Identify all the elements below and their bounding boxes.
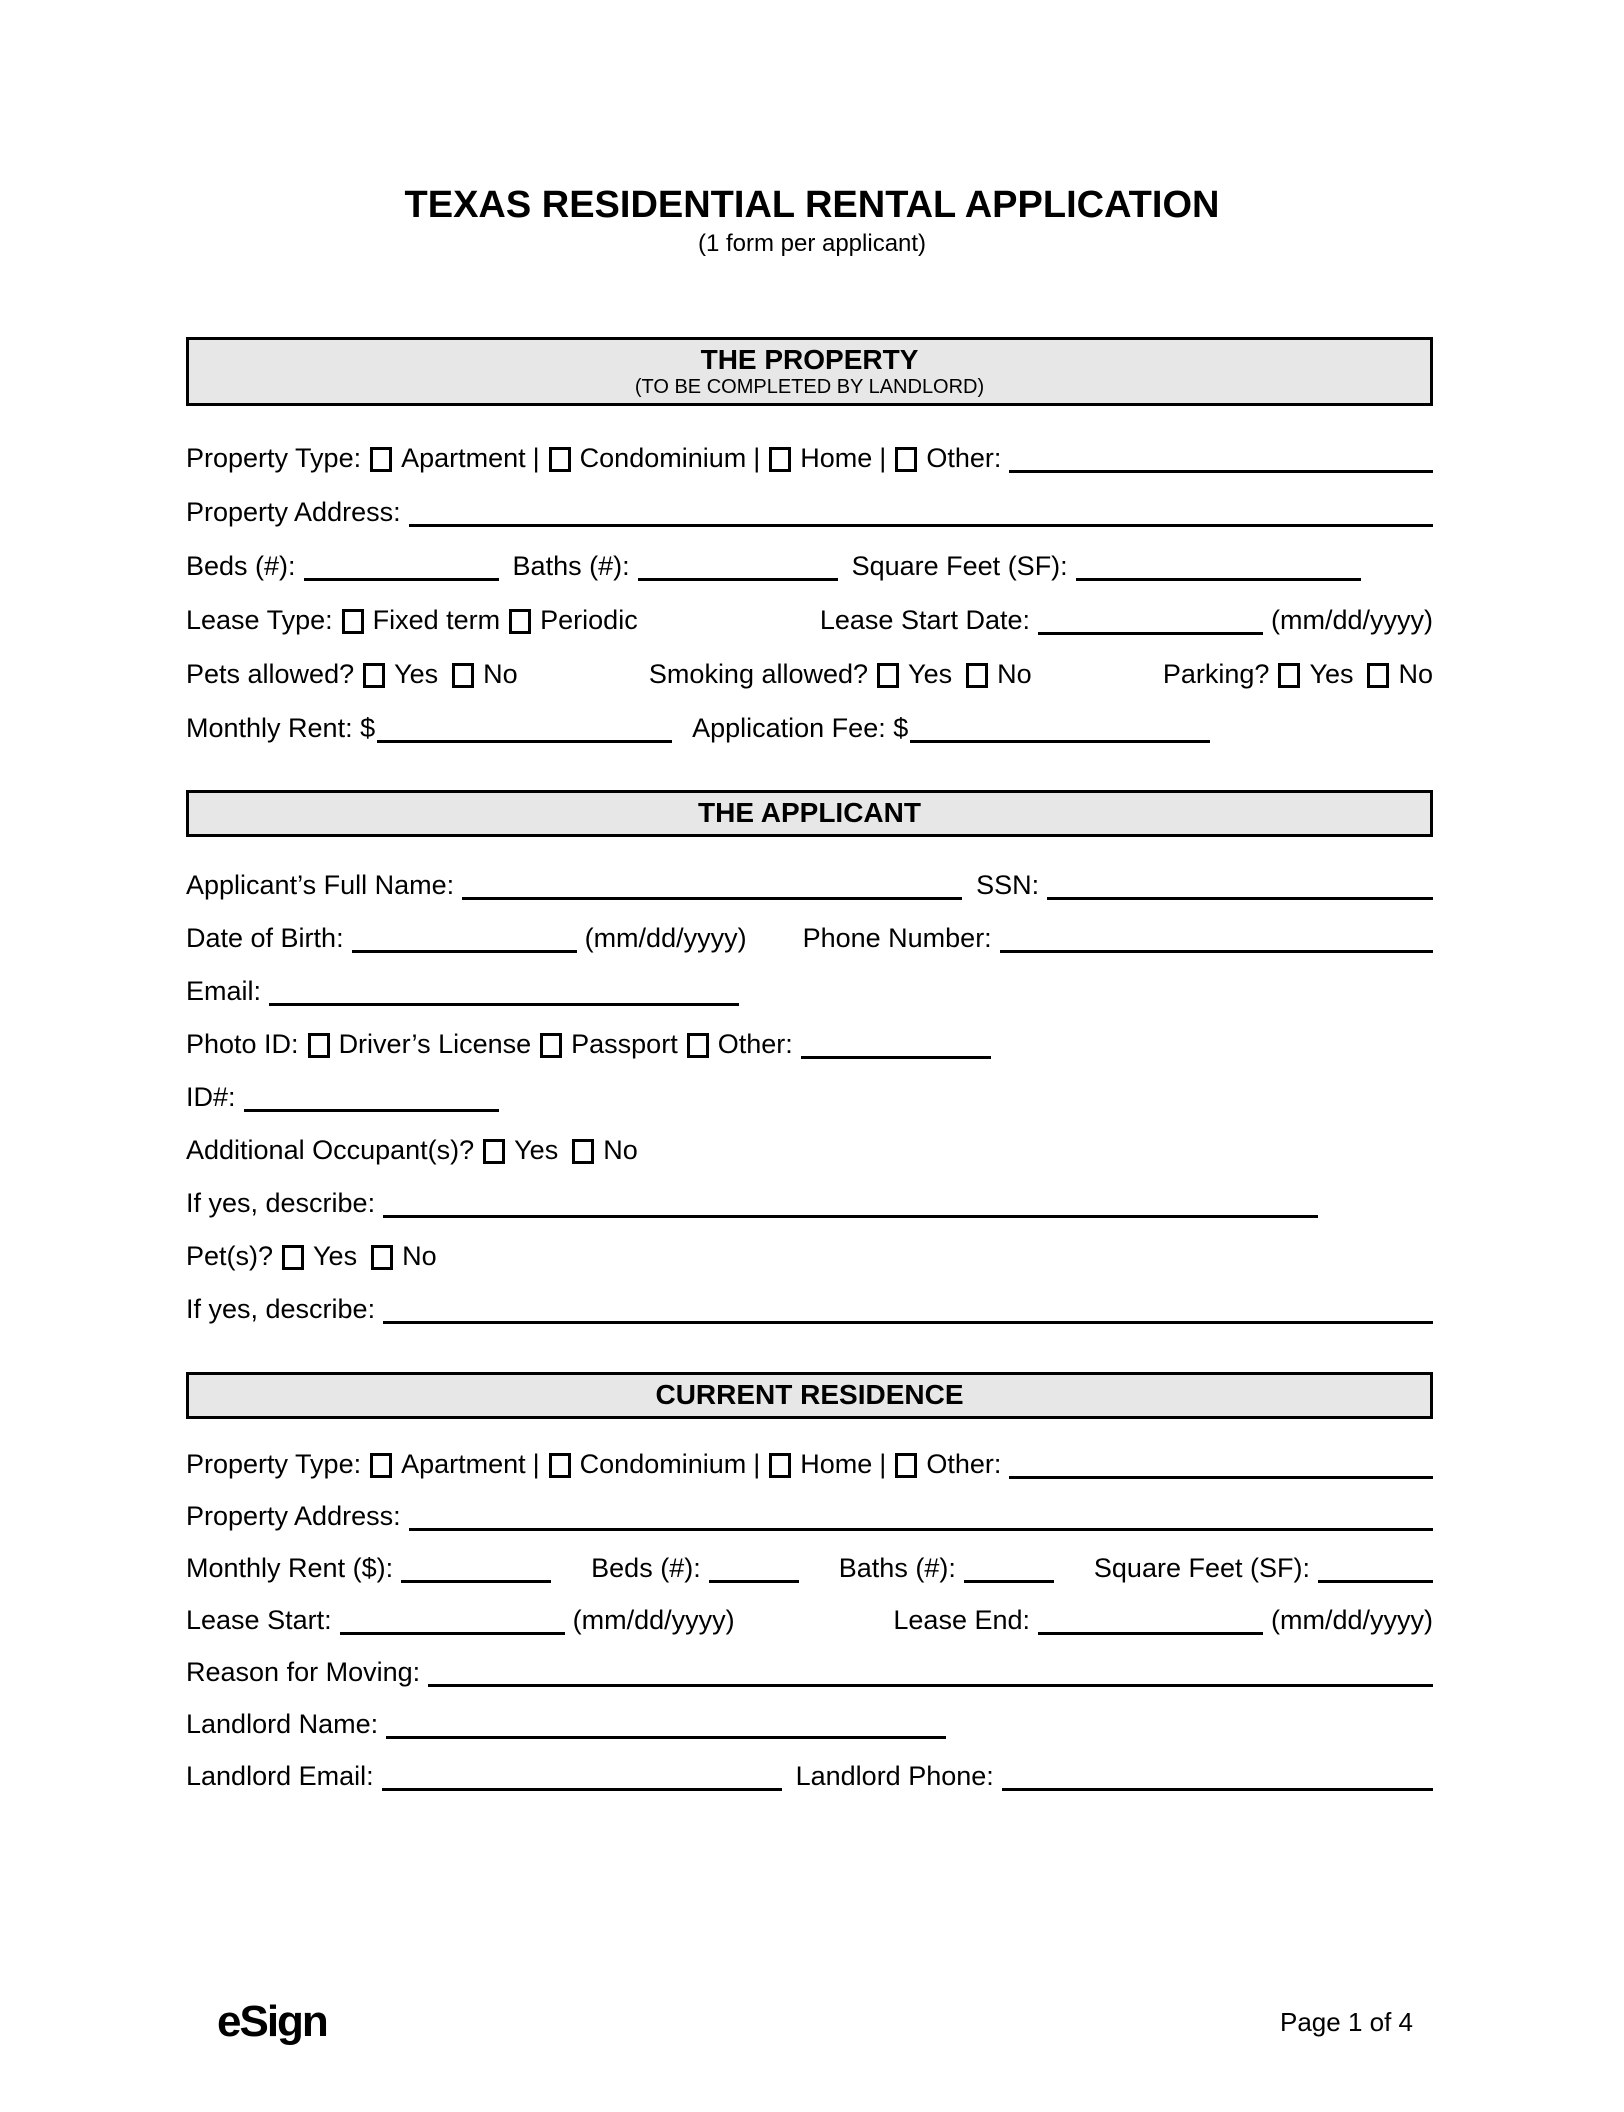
ssn-label: SSN: (976, 870, 1040, 900)
smoking-allowed-yes-checkbox[interactable] (877, 663, 899, 688)
periodic-checkbox[interactable] (509, 609, 531, 634)
lease-start-group (186, 1603, 735, 1637)
residence-square-feet-group (1094, 1551, 1433, 1585)
date-of-birth-label: Date of Birth: (186, 923, 344, 953)
section-header-applicant (186, 790, 1433, 837)
date-format-label: (mm/dd/yyyy) (1271, 605, 1433, 635)
pipe-separator: | (753, 443, 761, 473)
property-address-label: Property Address: (186, 497, 401, 527)
residence-size-row (186, 1551, 1433, 1585)
fixed-term-label: Fixed term (372, 605, 501, 635)
occupants-describe-row (186, 1186, 1433, 1220)
property-heading: THE PROPERTY (700, 344, 919, 375)
periodic-label: Periodic (540, 605, 638, 635)
residence-beds-group (591, 1551, 799, 1585)
property-other-checkbox[interactable] (895, 447, 917, 472)
lease-start-label: Lease Start: (186, 1605, 332, 1635)
reason-for-moving-label: Reason for Moving: (186, 1657, 421, 1687)
pets-no-checkbox[interactable] (371, 1245, 393, 1270)
square-feet-label: Square Feet (SF): (1093, 1553, 1310, 1583)
pipe-separator: | (879, 1449, 887, 1479)
property-fees-row (186, 711, 1433, 745)
esign-logo: eSign (217, 1997, 327, 2046)
fixed-term-checkbox[interactable] (342, 609, 364, 634)
applicant-pets-row (186, 1239, 1433, 1273)
full-name-line[interactable] (462, 869, 962, 900)
drivers-license-checkbox[interactable] (308, 1033, 330, 1058)
smoking-allowed-label: Smoking allowed? (648, 659, 869, 689)
condominium-label: Condominium (579, 443, 747, 473)
pets-allowed-label: Pets allowed? (186, 659, 355, 689)
lease-start-date-label: Lease Start Date: (819, 605, 1030, 635)
landlord-contact-row (186, 1759, 1433, 1793)
property-other-line[interactable] (1009, 442, 1433, 473)
residence-baths-line[interactable] (964, 1552, 1054, 1583)
additional-occupants-no-checkbox[interactable] (572, 1139, 594, 1164)
lease-start-date-group (820, 603, 1433, 637)
pipe-separator: | (532, 1449, 540, 1479)
baths-label: Baths (#): (838, 1553, 956, 1583)
residence-rent-group (186, 1551, 551, 1585)
lease-end-label: Lease End: (893, 1605, 1030, 1635)
no-label: No (1398, 659, 1433, 689)
reason-for-moving-row (186, 1655, 1433, 1689)
id-number-line[interactable] (244, 1081, 499, 1112)
page-indicator: Page 1 of 4 (1280, 2007, 1413, 2037)
smoking-allowed-group (649, 657, 1032, 691)
landlord-name-label: Landlord Name: (186, 1709, 379, 1739)
beds-line[interactable] (304, 550, 499, 581)
beds-label: Beds (#): (186, 551, 296, 581)
email-line[interactable] (269, 975, 739, 1006)
id-number-label: ID#: (186, 1082, 236, 1112)
smoking-allowed-no-checkbox[interactable] (966, 663, 988, 688)
page-subtitle: (1 form per applicant) (697, 230, 927, 257)
if-yes-describe-label: If yes, describe: (186, 1188, 376, 1218)
yes-label: Yes (394, 659, 439, 689)
property-subheading: (TO BE COMPLETED BY LANDLORD) (634, 376, 985, 398)
lease-start-line[interactable] (340, 1604, 565, 1635)
property-policies-row (186, 657, 1433, 691)
photo-id-other-line[interactable] (801, 1028, 991, 1059)
parking-no-checkbox[interactable] (1367, 663, 1389, 688)
property-type-label: Property Type: (186, 443, 362, 473)
square-feet-line[interactable] (1076, 550, 1361, 581)
monthly-rent-label: Monthly Rent: $ (186, 713, 376, 743)
photo-id-row (186, 1027, 1433, 1061)
residence-baths-group (839, 1551, 1054, 1585)
home-label: Home (800, 443, 873, 473)
phone-number-line[interactable] (1000, 922, 1433, 953)
lease-type-row (186, 603, 1433, 637)
photo-id-label: Photo ID: (186, 1029, 299, 1059)
date-format-label: (mm/dd/yyyy) (584, 923, 747, 953)
no-label: No (483, 659, 518, 689)
yes-label: Yes (908, 659, 953, 689)
email-label: Email: (186, 976, 262, 1006)
passport-checkbox[interactable] (540, 1033, 562, 1058)
parking-yes-checkbox[interactable] (1278, 663, 1300, 688)
landlord-phone-line[interactable] (1002, 1760, 1433, 1791)
pipe-separator: | (532, 443, 540, 473)
square-feet-label: Square Feet (SF): (851, 551, 1068, 581)
pets-allowed-yes-checkbox[interactable] (363, 663, 385, 688)
residence-type-row (186, 1447, 1433, 1481)
pets-describe-line[interactable] (383, 1293, 1433, 1324)
lease-type-label: Lease Type: (186, 605, 333, 635)
reason-for-moving-line[interactable] (428, 1656, 1433, 1687)
home-label: Home (800, 1449, 873, 1479)
page-title: TEXAS RESIDENTIAL RENTAL APPLICATION (404, 184, 1220, 226)
landlord-email-label: Landlord Email: (186, 1761, 374, 1791)
applicant-email-row (186, 974, 1433, 1008)
pets-describe-row (186, 1292, 1433, 1326)
residence-heading: CURRENT RESIDENCE (655, 1379, 964, 1410)
section-header-residence (186, 1372, 1433, 1419)
phone-number-label: Phone Number: (802, 923, 992, 953)
pets-label: Pet(s)? (186, 1241, 274, 1271)
ssn-line[interactable] (1047, 869, 1433, 900)
no-label: No (603, 1135, 638, 1165)
pipe-separator: | (879, 443, 887, 473)
property-size-row (186, 549, 1433, 583)
date-format-label: (mm/dd/yyyy) (1271, 1605, 1433, 1635)
date-format-label: (mm/dd/yyyy) (572, 1605, 735, 1635)
residence-monthly-rent-line[interactable] (401, 1552, 551, 1583)
form-content (186, 0, 1433, 1793)
other-label: Other: (926, 1449, 1002, 1479)
lease-end-group (893, 1603, 1433, 1637)
residence-monthly-rent-label: Monthly Rent ($): (186, 1553, 394, 1583)
landlord-email-line[interactable] (382, 1760, 782, 1791)
apartment-label: Apartment (401, 443, 526, 473)
date-of-birth-line[interactable] (352, 922, 577, 953)
application-fee-line[interactable] (910, 712, 1210, 743)
pets-allowed-group (186, 657, 518, 691)
apartment-label: Apartment (401, 1449, 526, 1479)
lease-end-line[interactable] (1038, 1604, 1263, 1635)
no-label: No (997, 659, 1032, 689)
if-yes-describe-label: If yes, describe: (186, 1294, 376, 1324)
drivers-license-label: Driver’s License (338, 1029, 532, 1059)
passport-label: Passport (571, 1029, 678, 1059)
residence-square-feet-line[interactable] (1318, 1552, 1433, 1583)
beds-label: Beds (#): (591, 1553, 701, 1583)
other-label: Other: (926, 443, 1002, 473)
no-label: No (402, 1241, 437, 1271)
landlord-phone-label: Landlord Phone: (795, 1761, 994, 1791)
property-address-line[interactable] (409, 496, 1433, 527)
landlord-name-line[interactable] (386, 1708, 946, 1739)
parking-label: Parking? (1162, 659, 1270, 689)
monthly-rent-line[interactable] (377, 712, 672, 743)
parking-group (1163, 657, 1433, 691)
baths-label: Baths (#): (512, 551, 630, 581)
additional-occupants-row (186, 1133, 1433, 1167)
yes-label: Yes (1309, 659, 1354, 689)
yes-label: Yes (313, 1241, 358, 1271)
pipe-separator: | (753, 1449, 761, 1479)
residence-address-row (186, 1499, 1433, 1533)
property-home-checkbox[interactable] (769, 447, 791, 472)
applicant-name-row (186, 868, 1433, 902)
pets-allowed-no-checkbox[interactable] (452, 663, 474, 688)
property-type-label: Property Type: (186, 1449, 362, 1479)
other-label: Other: (717, 1029, 793, 1059)
property-address-row (186, 495, 1433, 529)
residence-beds-line[interactable] (709, 1552, 799, 1583)
applicant-heading: THE APPLICANT (698, 797, 921, 828)
lease-start-date-line[interactable] (1038, 604, 1263, 635)
application-fee-label: Application Fee: $ (692, 713, 909, 743)
section-header-property (186, 337, 1433, 406)
yes-label: Yes (514, 1135, 559, 1165)
condominium-label: Condominium (579, 1449, 747, 1479)
property-condominium-checkbox[interactable] (549, 447, 571, 472)
property-type-row (186, 441, 1433, 475)
id-number-row (186, 1080, 1433, 1114)
landlord-name-row (186, 1707, 1433, 1741)
pets-yes-checkbox[interactable] (282, 1245, 304, 1270)
property-address-label: Property Address: (186, 1501, 401, 1531)
residence-lease-dates-row (186, 1603, 1433, 1637)
residence-condominium-checkbox[interactable] (549, 1453, 571, 1478)
lease-type-group (186, 603, 638, 637)
occupants-describe-line[interactable] (383, 1187, 1318, 1218)
residence-address-line[interactable] (409, 1500, 1433, 1531)
residence-other-line[interactable] (1009, 1448, 1433, 1479)
residence-home-checkbox[interactable] (769, 1453, 791, 1478)
full-name-label: Applicant’s Full Name: (186, 870, 455, 900)
photo-id-other-checkbox[interactable] (687, 1033, 709, 1058)
additional-occupants-yes-checkbox[interactable] (483, 1139, 505, 1164)
additional-occupants-label: Additional Occupant(s)? (186, 1135, 475, 1165)
property-apartment-checkbox[interactable] (370, 447, 392, 472)
baths-line[interactable] (638, 550, 838, 581)
residence-other-checkbox[interactable] (895, 1453, 917, 1478)
residence-apartment-checkbox[interactable] (370, 1453, 392, 1478)
applicant-dob-row (186, 921, 1433, 955)
